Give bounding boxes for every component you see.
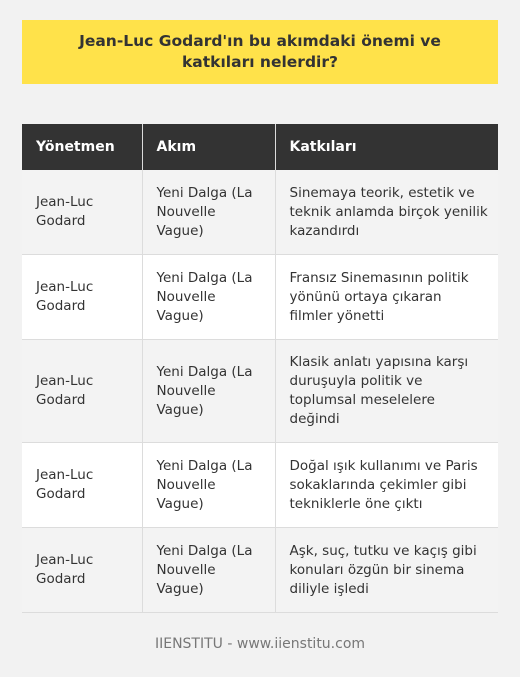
cell-contribution: Klasik anlatı yapısına karşı duruşuyla politik ve toplumsal meselelere değindi <box>275 340 498 443</box>
table-row <box>22 528 498 613</box>
footer-credit: IIENSTITU - www.iienstitu.com <box>154 636 366 652</box>
cell-director: Jean-Luc Godard <box>22 443 142 528</box>
title-banner <box>22 20 498 84</box>
cell-contribution: Aşk, suç, tutku ve kaçış gibi konuları özgün bir sinema diliyle işledi <box>275 528 498 613</box>
cell-movement: Yeni Dalga (La Nouvelle Vague) <box>142 528 275 613</box>
cell-contribution: Sinemaya teorik, estetik ve teknik anlamda birçok yenilik kazandırdı <box>275 170 498 255</box>
column-header-contributions: Katkıları <box>275 124 498 170</box>
table-row <box>22 340 498 443</box>
cell-director: Jean-Luc Godard <box>22 255 142 340</box>
table-row <box>22 443 498 528</box>
cell-movement: Yeni Dalga (La Nouvelle Vague) <box>142 255 275 340</box>
cell-contribution: Doğal ışık kullanımı ve Paris sokaklarında çekimler gibi tekniklerle öne çıktı <box>275 443 498 528</box>
cell-movement: Yeni Dalga (La Nouvelle Vague) <box>142 443 275 528</box>
cell-director: Jean-Luc Godard <box>22 528 142 613</box>
cell-movement: Yeni Dalga (La Nouvelle Vague) <box>142 340 275 443</box>
column-header-director: Yönetmen <box>22 124 142 170</box>
cell-movement: Yeni Dalga (La Nouvelle Vague) <box>142 170 275 255</box>
table-row <box>22 170 498 255</box>
page-title: Jean-Luc Godard'ın bu akımdaki önemi ve katkıları nelerdir? <box>79 32 441 71</box>
cell-contribution: Fransız Sinemasının politik yönünü ortaya çıkaran filmler yönetti <box>275 255 498 340</box>
column-header-movement: Akım <box>142 124 275 170</box>
contributions-table <box>22 124 498 613</box>
table-header-row <box>22 124 498 170</box>
cell-director: Jean-Luc Godard <box>22 340 142 443</box>
cell-director: Jean-Luc Godard <box>22 170 142 255</box>
table-row <box>22 255 498 340</box>
